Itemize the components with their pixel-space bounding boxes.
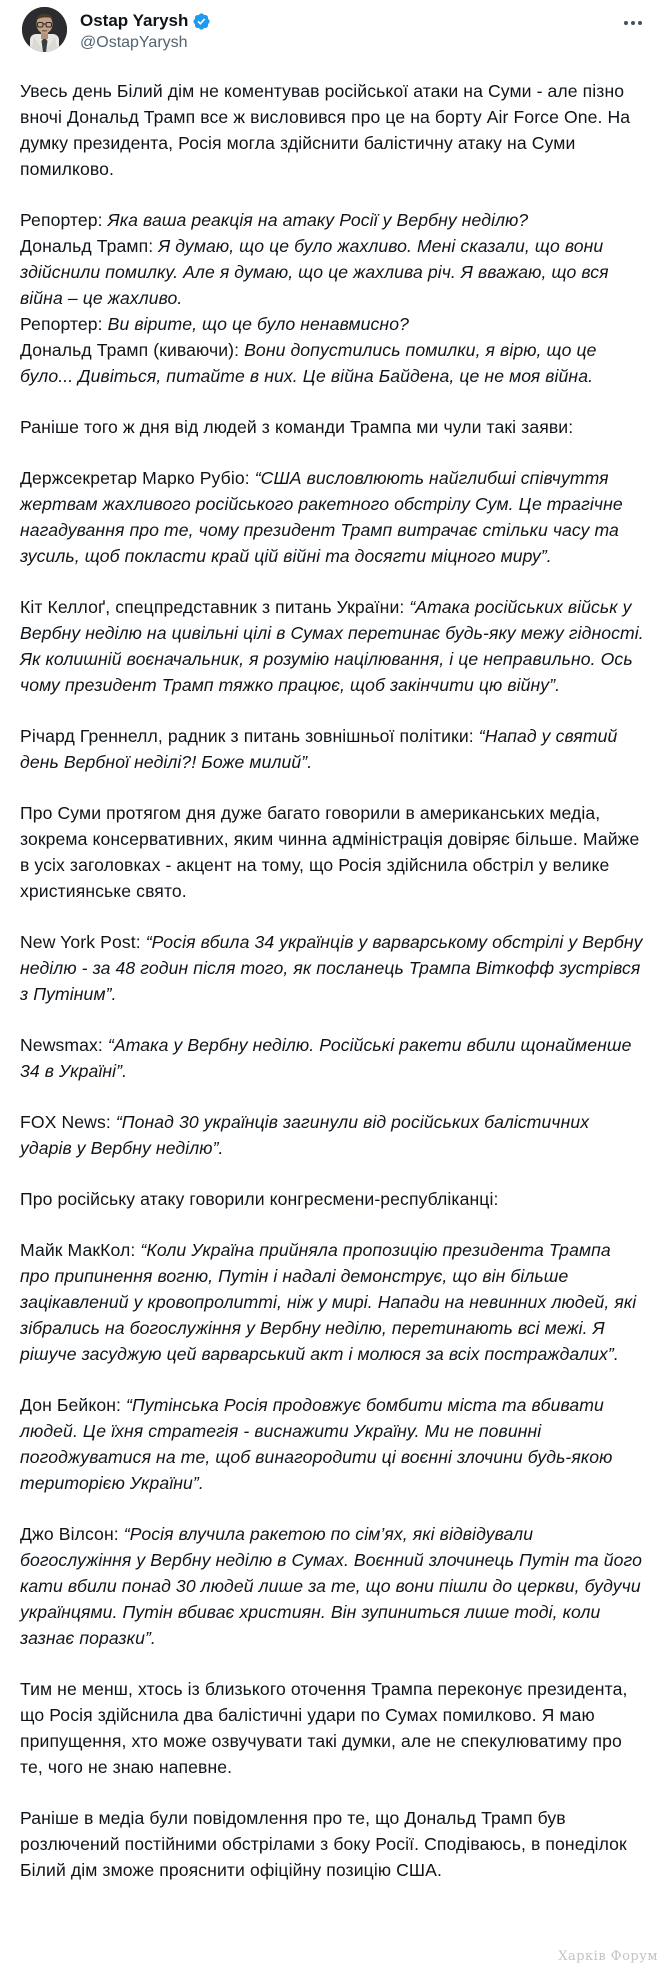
paragraph-bacon	[20, 1392, 644, 1496]
quote-text: “Росія влучила ракетою по сім’ях, які відвідували богослужіння у Вербну неділю в Сумах. Воєнний злочинець Путін та його кати вбили понад 30 людей лише за те, що вони пішли до церкви, будучи українцями. Путін вбиває християн. Він зупиниться лише тоді, коли зазнає поразки”.	[20, 1524, 642, 1649]
quote-text: Вони допустились помилки, я вірю, що це було... Дивіться, питайте в них. Це війна Байдена, це не моя війна.	[20, 340, 597, 387]
quote-text: “Понад 30 українців загинули від російських балістичних ударів у Вербну неділю”.	[20, 1112, 590, 1159]
quote-text: “США висловлюють найглибші співчуття жертвам жахливого російського ракетного обстрілу Сум. Це трагічне нагадування про те, чому президент Трамп витрачає стільки часу та зусиль, щоб покласти край цій війні та досягти міцного миру”.	[20, 468, 623, 567]
speaker-label: Newsmax:	[20, 1035, 108, 1056]
dot	[631, 21, 635, 25]
speaker-label: Дон Бейкон:	[20, 1395, 127, 1416]
user-handle[interactable]: @OstapYarysh	[80, 34, 188, 52]
quote-text: “Атака у Вербну неділю. Російські ракети вбили щонайменше 34 в Україні”.	[20, 1035, 632, 1082]
avatar[interactable]	[22, 7, 67, 52]
author-names	[80, 7, 211, 53]
more-options-icon[interactable]	[620, 17, 646, 29]
post-text	[0, 78, 664, 1883]
paragraph-text: Про російську атаку говорили конгресмени-республіканці:	[20, 1189, 499, 1210]
paragraph-nypost	[20, 929, 644, 1007]
paragraph-foxnews	[20, 1109, 644, 1161]
paragraph-text: Тим не менш, хтось із близького оточення Трампа переконує президента, що Росія здійснила два балістичні удари по Сумах помилково. Я маю припущення, хто може озвучувати такі думки, але не спекулюватиму про те, чого не знаю напевне.	[20, 1679, 628, 1778]
avatar-photo	[22, 7, 67, 52]
paragraph-kellogg	[20, 594, 644, 698]
paragraph-text: Увесь день Білий дім не коментував російської атаки на Суми - але пізно вночі Дональд Трамп все ж висловився про це на борту Air Force One. На думку президента, Росія могла здійснити балістичну атаку на Суми помилково.	[20, 81, 631, 180]
speaker-label: Кіт Келлоґ, спецпредставник з питань України:	[20, 597, 410, 618]
speaker-label: Дональд Трамп (киваючи):	[20, 340, 245, 361]
speaker-label: Дональд Трамп:	[20, 236, 159, 257]
quote-text: “Росія вбила 34 українців у варварському обстрілі у Вербну неділю - за 48 годин після того, як посланець Трампа Віткофф зустрівся з Путіним”.	[20, 932, 643, 1005]
speaker-label: Майк МакКол:	[20, 1240, 141, 1261]
paragraph-media-overview	[20, 800, 644, 904]
dot	[624, 21, 628, 25]
tweet-header	[0, 0, 664, 53]
speaker-label: New York Post:	[20, 932, 146, 953]
speaker-label: Держсекретар Марко Рубіо:	[20, 468, 255, 489]
paragraph-text: Раніше того ж дня від людей з команди Трампа ми чули такі заяви:	[20, 417, 574, 438]
paragraph-dialogue	[20, 207, 644, 389]
paragraph-text: Раніше в медіа були повідомлення про те, що Дональд Трамп був розлючений постійними обстрілами з боку Росії. Сподіваюсь, в понеділок Білий дім зможе прояснити офіційну позицію США.	[20, 1808, 627, 1881]
paragraph-congressmen-lead	[20, 1186, 644, 1212]
speaker-label: FOX News:	[20, 1112, 116, 1133]
quote-text: Я думаю, що це було жахливо. Мені сказали, що вони здійснили помилку. Але я думаю, що це жахлива річ. Я вважаю, що вся війна – це жахливо.	[20, 236, 609, 309]
speaker-label: Репортер:	[20, 210, 108, 231]
quote-text: Яка ваша реакція на атаку Росії у Вербну неділю?	[107, 210, 529, 231]
paragraph-closing	[20, 1805, 644, 1883]
speaker-label: Джо Вілсон:	[20, 1524, 124, 1545]
speaker-label: Річард Греннелл, радник з питань зовнішньої політики:	[20, 726, 479, 747]
quote-text: “Напад у святий день Вербної неділі?! Боже милий”.	[20, 726, 618, 773]
paragraph-intro	[20, 78, 644, 182]
verified-badge-icon	[192, 12, 211, 31]
paragraph-mccaul	[20, 1237, 644, 1367]
dialogue-line	[20, 210, 609, 386]
display-name[interactable]: Ostap Yarysh	[80, 11, 189, 30]
quote-text: “Путінська Росія продовжує бомбити міста та вбивати людей. Це їхня стратегія - виснажити Україну. Ми не повинні погоджуватися на те, щоб винагородити ці воєнні злочини будь-якою територією України”.	[20, 1395, 613, 1494]
watermark: Харків Форум	[558, 1949, 658, 1964]
quote-text: “Атака російських військ у Вербну неділю на цивільні цілі в Сумах перетинає будь-яку межу гідності. Як колишній воєначальник, я розумію націлювання, і це неправильно. Ось чому президент Трамп тяжко працює, щоб закінчити цю війну”.	[20, 597, 644, 696]
paragraph-newsmax	[20, 1032, 644, 1084]
speaker-label: Репортер:	[20, 314, 108, 335]
dot	[638, 21, 642, 25]
paragraph-grenell	[20, 723, 644, 775]
quote-text: Ви вірите, що це було ненавмисно?	[107, 314, 409, 335]
paragraph-text: Про Суми протягом дня дуже багато говорили в американських медіа, зокрема консервативних, яким чинна адміністрація довіряє більше. Майже в усіх заголовках - акцент на тому, що Росія здійснила обстріл у велике християнське свято.	[20, 803, 640, 902]
quote-text: “Коли Україна прийняла пропозицію президента Трампа про припинення вогню, Путін і надалі демонструє, що він більше зацікавлений у кровопролитті, ніж у мирі. Напади на невинних людей, які зібрались на богослужіння у Вербну неділю, перетинають всі межі. Я рішуче засуджую цей варварський акт і молюся за всіх постраждалих”.	[20, 1240, 637, 1365]
paragraph-speculation	[20, 1676, 644, 1780]
paragraph-wilson	[20, 1521, 644, 1651]
paragraph-rubio	[20, 465, 644, 569]
paragraph-lead-statements	[20, 414, 644, 440]
